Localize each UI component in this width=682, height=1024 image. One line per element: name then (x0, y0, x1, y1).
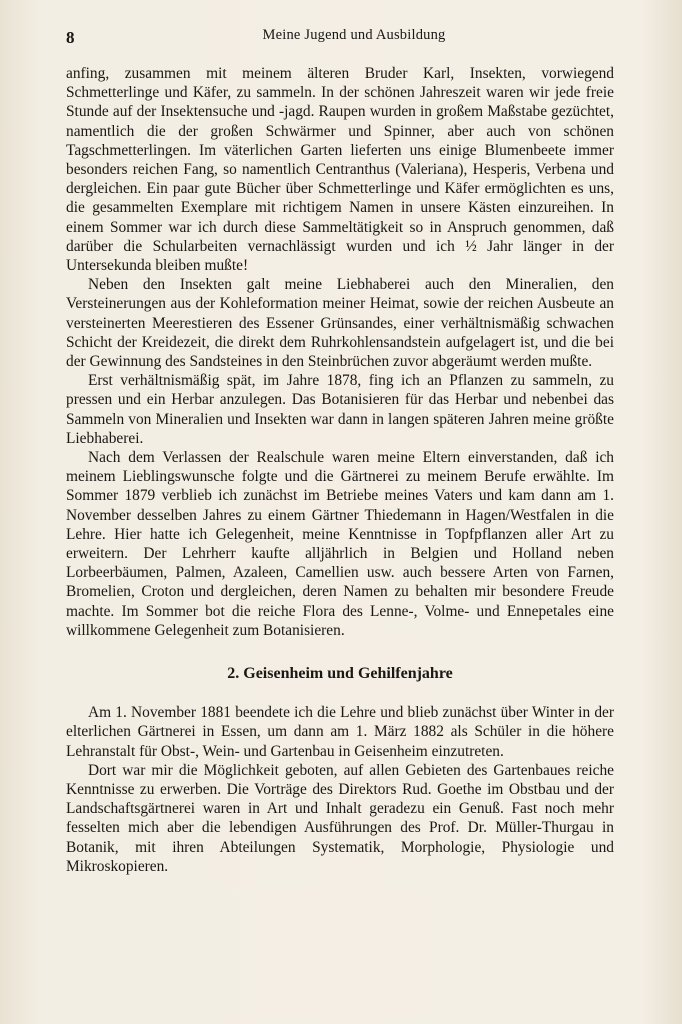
paragraph: Erst verhältnismäßig spät, im Jahre 1878, fing ich an Pflanzen zu sammeln, zu pressen und ein Herbar anzulegen. Das Botanisieren für das Herbar und nebenbei das Sammeln von Mineralien und Insekten war dann in langen späteren Jahren meine größte Liebhaberei. (66, 372, 614, 447)
paragraph: Am 1. November 1881 beendete ich die Lehre und blieb zunächst über Winter in der elterlichen Gärtnerei in Essen, um dann am 1. März 1882 als Schüler in die höhere Lehranstalt für Obst-, Wein- und Gartenbau in Geisenheim einzutreten. (66, 704, 614, 760)
paragraph: Dort war mir die Möglichkeit geboten, auf allen Gebieten des Gartenbaues reiche Kenntnisse zu erwerben. Die Vorträge des Direktors Rud. Goethe im Obstbau und der Landschaftsgärtnerei waren in Art und Inhalt geradezu ein Genuß. Fast noch mehr fesselten mich aber die lebendigen Ausführungen des Prof. Dr. Müller-Thurgau in Botanik, mit ihren Abteilungen Systematik, Morphologie, Physiologie und Mikroskopieren. (66, 761, 614, 875)
paragraph: Nach dem Verlassen der Realschule waren meine Eltern einverstanden, daß ich meinem Lieblingswunsche folgte und die Gärtnerei zu meinem Berufe erwählte. Im Sommer 1879 verblieb ich zunächst im Betriebe meines Vaters und kam dann am 1. November desselben Jahres zu einem Gärtner Thiedemann in Hagen/Westfalen in die Lehre. Hier hatte ich Gelegenheit, meine Kenntnisse in Topfpflanzen aller Art zu erweitern. Der Lehrherr kaufte alljährlich in Belgien und Holland neben Lorbeerbäumen, Palmen, Azaleen, Camellien usw. auch bessere Arten von Farnen, Bromelien, Croton und dergleichen, deren Namen zu behalten mir besondere Freude machte. Im Sommer bot die reiche Flora des Lenne-, Volme- und Ennepetales eine willkommene Gelegenheit zum Botanisieren. (66, 449, 614, 639)
paragraph: Neben den Insekten galt meine Liebhaberei auch den Mineralien, den Versteinerungen aus der Kohleformation meiner Heimat, sowie der reichen Ausbeute an versteinerten Meerestieren des Essener Grünsandes, einer verhältnismäßig schwachen Schicht der Kreidezeit, die direkt dem Ruhrkohlensandstein aufgelagert ist, und die bei der Gewinnung des Sandsteines in den Steinbrüchen zuvor abgeräumt werden mußte. (66, 276, 614, 371)
section-heading: 2. Geisenheim und Gehilfenjahre (227, 665, 453, 683)
page-number: 8 (66, 28, 75, 47)
running-head: Meine Jugend und Ausbildung (262, 27, 446, 43)
paragraph: anfing, zusammen mit meinem älteren Bruder Karl, Insekten, vorwiegend Schmetterlinge und Käfer, zu sammeln. In der schönen Jahreszeit waren wir jede freie Stunde auf der Insektensuche und -jagd. Raupen wurden in großem Maßstabe gezüchtet, namentlich die der großen Schwärmer und Spinner, aber auch von schönen Tagschmetterlingen. Im väterlichen Garten lieferten uns einige Blumenbeete immer besonders reichen Fang, so namentlich Centranthus (Valeriana), Hesperis, Verbena und dergleichen. Ein paar gute Bücher über Schmetterlinge und Käfer ermöglichten es uns, die gesammelten Exemplare mit richtigem Namen in unsere Kästen einzureihen. In einem Sommer war ich durch diese Sammeltätigkeit so in Anspruch genommen, daß darüber die Schularbeiten vernachlässigt wurden und ich ½ Jahr länger in der Untersekunda bleiben mußte! (66, 65, 614, 275)
page-body (66, 64, 614, 876)
